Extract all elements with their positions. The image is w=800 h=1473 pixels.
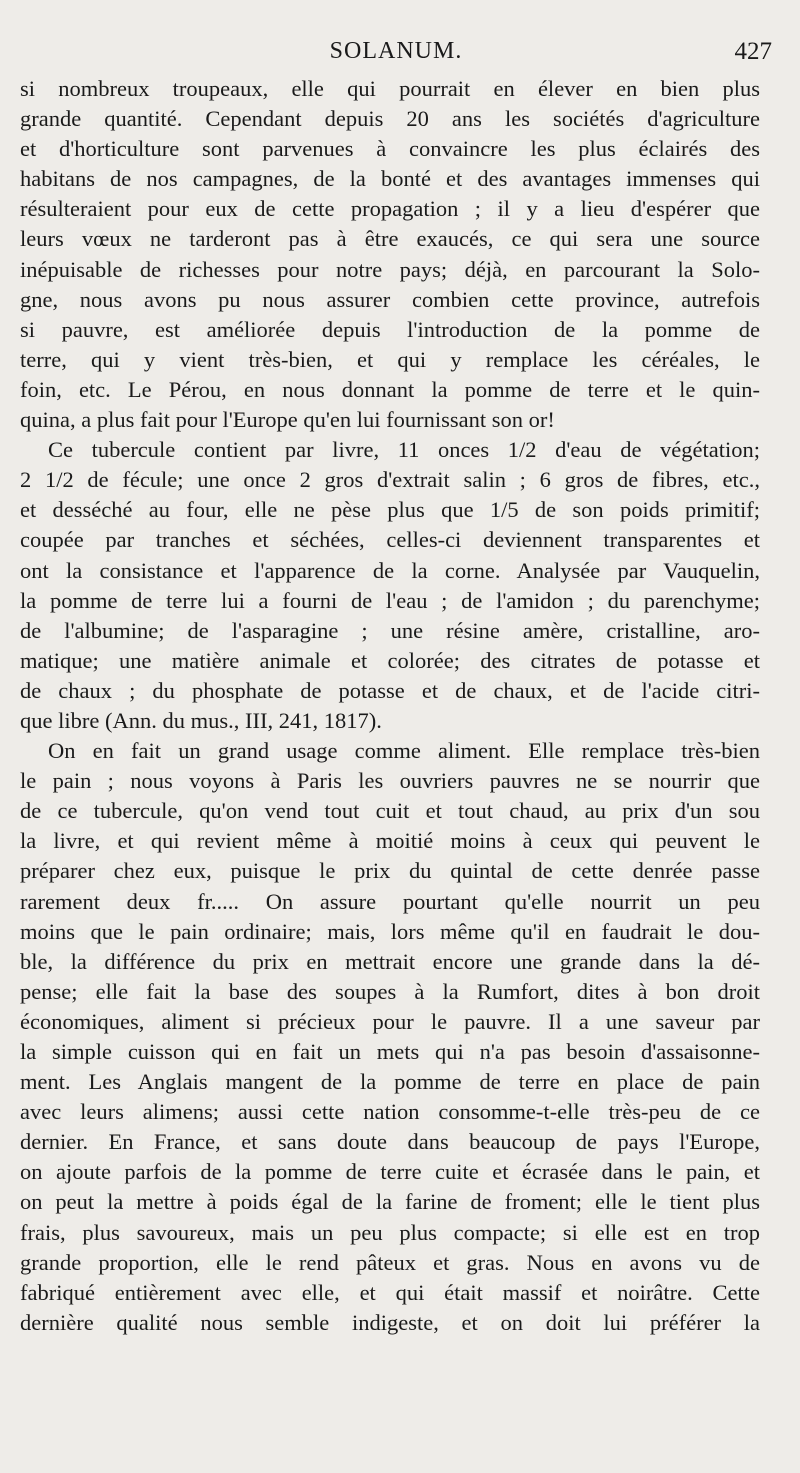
- text-line: la simple cuisson qui en fait un mets qui n'a pas besoin d'assaisonne-: [20, 1039, 760, 1064]
- paragraph: [20, 736, 760, 1338]
- text-line: ment. Les Anglais mangent de la pomme de terre en place de pain: [20, 1069, 760, 1095]
- paragraph: [20, 435, 760, 736]
- text-line: moins que le pain ordinaire; mais, lors même qu'il en faudrait le dou-: [20, 918, 760, 944]
- text-line: matique; une matière animale et colorée; des citrates de potasse et: [20, 647, 760, 673]
- text-line: habitans de nos campagnes, de la bonté et des avantages immenses qui: [20, 166, 760, 192]
- text-line: ble, la différence du prix en mettrait encore une grande dans la dé-: [20, 948, 760, 974]
- text-line: on peut la mettre à poids égal de la farine de froment; elle le tient plus: [20, 1189, 760, 1215]
- text-line: Ce tubercule contient par livre, 11 onces 1/2 d'eau de végétation;: [48, 437, 760, 463]
- body-text: [20, 74, 760, 1338]
- text-line: coupée par tranches et séchées, celles-ci deviennent transparentes et: [20, 527, 760, 553]
- text-line: grande proportion, elle le rend pâteux et gras. Nous en avons vu de: [20, 1249, 760, 1275]
- text-line: de chaux ; du phosphate de potasse et de chaux, et de l'acide citri-: [20, 677, 760, 703]
- running-title: SOLANUM.: [329, 38, 463, 64]
- text-line: si nombreux troupeaux, elle qui pourrait en élever en bien plus: [20, 76, 760, 101]
- text-line: la pomme de terre lui a fourni de l'eau ; de l'amidon ; du parenchyme;: [20, 587, 760, 613]
- page-header: [20, 38, 772, 78]
- text-line: avec leurs alimens; aussi cette nation consomme-t-elle très-peu de ce: [20, 1099, 760, 1125]
- text-line: 2 1/2 de fécule; une once 2 gros d'extrait salin ; 6 gros de fibres, etc.,: [20, 467, 760, 493]
- text-line: et d'horticulture sont parvenues à convaincre les plus éclairés des: [20, 136, 760, 162]
- text-line: frais, plus savoureux, mais un peu plus compacte; si elle est en trop: [20, 1219, 760, 1245]
- text-line: quina, a plus fait pour l'Europe qu'en lui fournissant son or!: [20, 407, 555, 433]
- text-line: ont la consistance et l'apparence de la corne. Analysée par Vauquelin,: [20, 557, 760, 583]
- text-line: préparer chez eux, puisque le prix du quintal de cette denrée passe: [20, 858, 760, 884]
- text-line: gne, nous avons pu nous assurer combien cette province, autrefois: [20, 286, 760, 312]
- text-line: économiques, aliment si précieux pour le pauvre. Il a une saveur par: [20, 1008, 760, 1034]
- paragraph: [20, 74, 760, 435]
- text-line: et desséché au four, elle ne pèse plus que 1/5 de son poids primitif;: [20, 497, 760, 523]
- text-line: si pauvre, est améliorée depuis l'introduction de la pomme de: [20, 316, 760, 342]
- text-line: le pain ; nous voyons à Paris les ouvriers pauvres ne se nourrir que: [20, 768, 760, 794]
- text-line: terre, qui y vient très-bien, et qui y remplace les céréales, le: [20, 346, 760, 372]
- text-line: la livre, et qui revient même à moitié moins à ceux qui peuvent le: [20, 828, 760, 854]
- text-line: que libre (Ann. du mus., III, 241, 1817).: [20, 707, 382, 733]
- text-line: leurs vœux ne tarderont pas à être exaucés, ce qui sera une source: [20, 226, 760, 252]
- text-line: résulteraient pour eux de cette propagation ; il y a lieu d'espérer que: [20, 196, 760, 222]
- text-line: on ajoute parfois de la pomme de terre cuite et écrasée dans le pain, et: [20, 1159, 760, 1185]
- page-number: 427: [734, 38, 772, 65]
- text-line: pense; elle fait la base des soupes à la Rumfort, dites à bon droit: [20, 978, 760, 1004]
- text-line: rarement deux fr..... On assure pourtant qu'elle nourrit un peu: [20, 888, 760, 914]
- text-line: dernier. En France, et sans doute dans beaucoup de pays l'Europe,: [20, 1129, 760, 1155]
- text-line: de ce tubercule, qu'on vend tout cuit et tout chaud, au prix d'un sou: [20, 798, 760, 824]
- text-line: grande quantité. Cependant depuis 20 ans les sociétés d'agriculture: [20, 106, 760, 132]
- text-line: foin, etc. Le Pérou, en nous donnant la pomme de terre et le quin-: [20, 376, 760, 402]
- text-line: fabriqué entièrement avec elle, et qui était massif et noirâtre. Cette: [20, 1279, 760, 1305]
- text-line: On en fait un grand usage comme aliment. Elle remplace très-bien: [48, 738, 760, 764]
- text-line: inépuisable de richesses pour notre pays; déjà, en parcourant la Solo-: [20, 256, 760, 282]
- text-line: dernière qualité nous semble indigeste, et on doit lui préférer la: [20, 1309, 760, 1335]
- text-line: de l'albumine; de l'asparagine ; une résine amère, cristalline, aro-: [20, 617, 760, 643]
